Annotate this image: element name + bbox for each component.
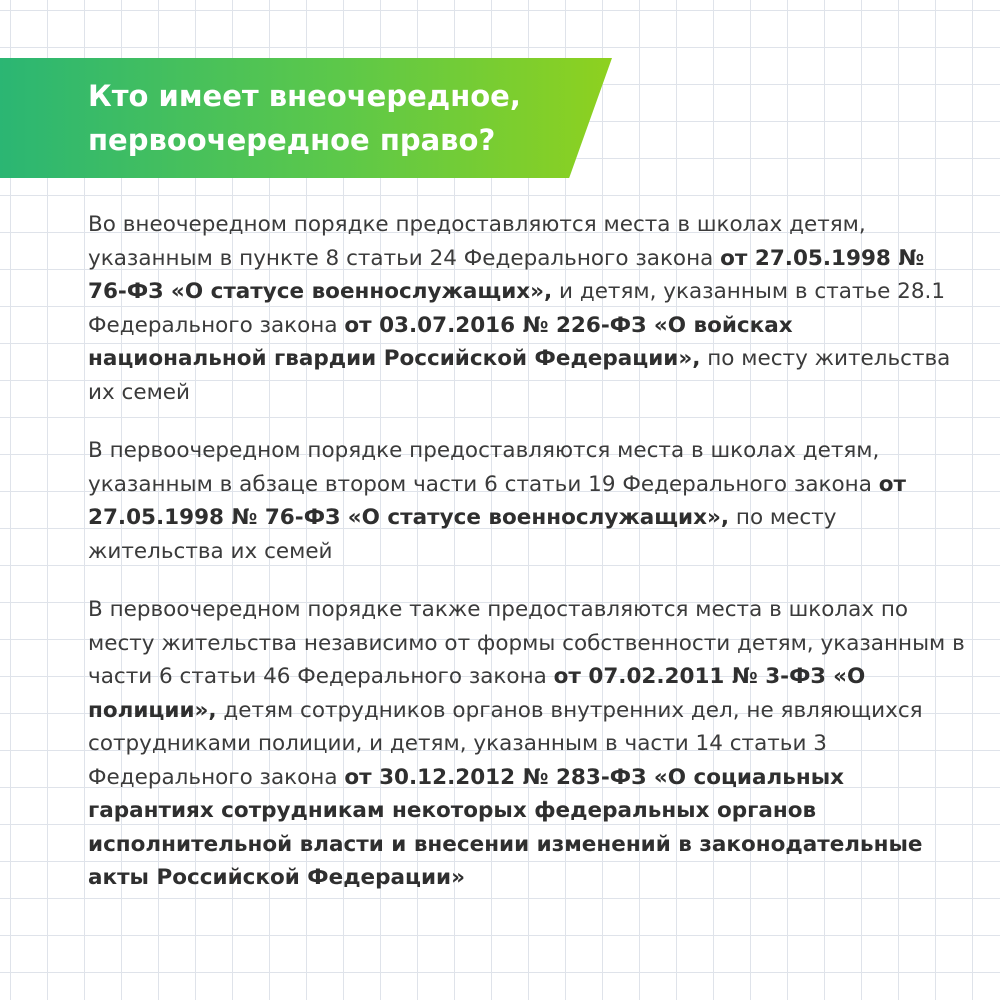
law-reference: от 27.05.1998 № 76-ФЗ «О статусе военнослужащих», — [88, 471, 906, 530]
text-segment: Во внеочередном порядке предоставляются места в школах детям, указанным в пункте 8 статьи 24 Федерального закона — [88, 212, 866, 271]
paragraph-priority-right — [88, 434, 968, 568]
paragraph-priority-right-police — [88, 593, 968, 895]
text-segment: по месту жительства их семей — [88, 505, 837, 564]
text-segment: детям сотрудников органов внутренних дел, не являющихся сотрудниками полиции, и детям, указанным в части 14 статьи 3 Федерального закона — [88, 697, 923, 790]
page-title-line-2: первоочередное право? — [88, 123, 496, 157]
document-body — [88, 208, 968, 920]
paragraph-extraordinary-right — [88, 208, 968, 409]
page-title-line-1: Кто имеет внеочередное, — [88, 79, 521, 113]
law-reference: от 27.05.1998 № 76-ФЗ «О статусе военнослужащих», — [88, 245, 925, 304]
law-reference: от 30.12.2012 № 283-ФЗ «О социальных гарантиях сотрудникам некоторых федеральных органов исполнительной власти и внесении изменений в законодательные акты Российской Федерации» — [88, 764, 923, 890]
text-segment: В первоочередном порядке предоставляются места в школах детям, указанным в абзаце втором части 6 статьи 19 Федерального закона — [88, 438, 880, 497]
text-segment: по месту жительства их семей — [88, 346, 951, 405]
page-title — [88, 74, 568, 162]
law-reference: от 07.02.2011 № 3-ФЗ «О полиции», — [88, 664, 866, 723]
text-segment: В первоочередном порядке также предоставляются места в школах по месту жительства независимо от формы собственности детям, указанным в части 6 статьи 46 Федерального закона — [88, 597, 965, 689]
text-segment: и детям, указанным в статье 28.1 Федерального закона — [88, 279, 946, 338]
law-reference: от 03.07.2016 № 226-ФЗ «О войсках национальной гвардии Российской Федерации», — [88, 312, 793, 371]
